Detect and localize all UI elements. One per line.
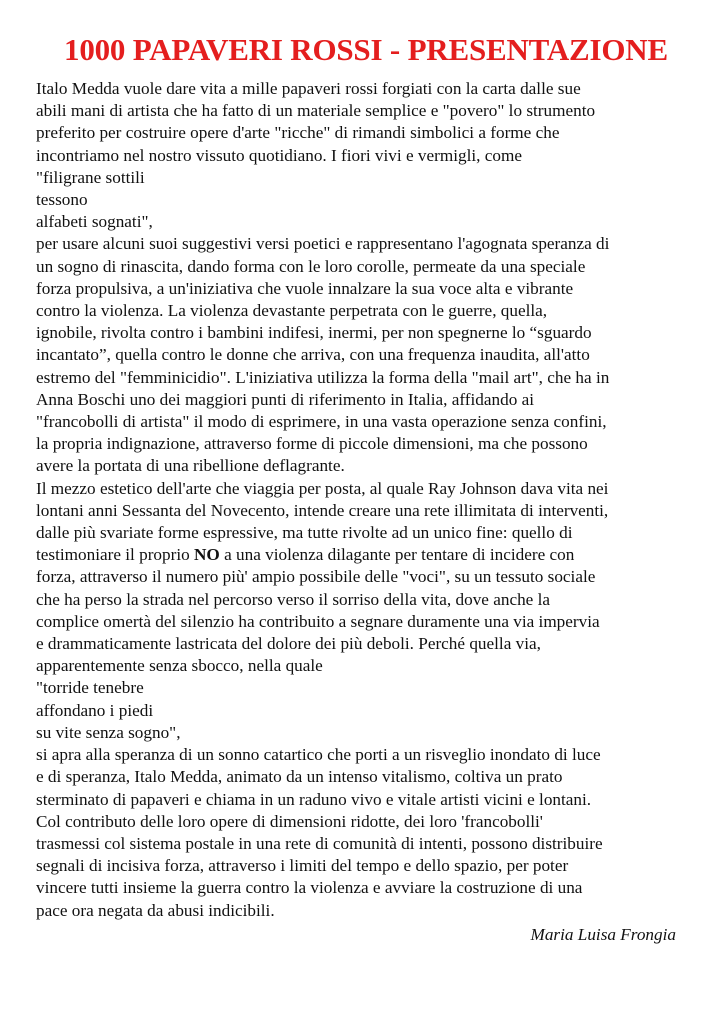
- bold-no: NO: [194, 545, 220, 565]
- text-line: pace ora negata da abusi indicibili.: [36, 900, 275, 920]
- text-line: Anna Boschi uno dei maggiori punti di riferimento in Italia, affidando ai: [36, 389, 535, 409]
- text-line: segnali di incisiva forza, attraverso i limiti del tempo e dello spazio, per poter: [36, 856, 569, 876]
- text-line: incantato”, quella contro le donne che arriva, con una frequenza inaudita, all'atto: [36, 345, 590, 365]
- text-line: vincere tutti insieme la guerra contro la violenza e avviare la costruzione di una: [36, 878, 583, 898]
- text-line: si apra alla speranza di un sonno catartico che porti a un risveglio inondato di luce: [36, 745, 601, 765]
- text-line: complice omertà del silenzio ha contribuito a segnare duramente una via impervia: [36, 611, 600, 631]
- author-signature: Maria Luisa Frongia: [530, 924, 676, 944]
- poem-line: "filigrane sottili: [36, 167, 145, 187]
- text-line: che ha perso la strada nel percorso verso il sorriso della vita, dove anche la: [36, 589, 550, 609]
- document-page: [36, 30, 696, 946]
- text-line: apparentemente senza sbocco, nella quale: [36, 656, 323, 676]
- text-segment: a una violenza dilagante per tentare di incidere con: [219, 545, 575, 565]
- document-body: [36, 78, 696, 922]
- text-line: e drammaticamente lastricata del dolore dei più deboli. Perché quella via,: [36, 634, 541, 654]
- poem-line: "torride tenebre: [36, 678, 144, 698]
- text-line: Italo Medda vuole dare vita a mille papaveri rossi forgiati con la carta dalle sue: [36, 79, 581, 98]
- text-line: ignobile, rivolta contro i bambini indifesi, inermi, per non spegnerne lo “sguardo: [36, 323, 592, 343]
- text-line: preferito per costruire opere d'arte "ricche" di rimandi simbolici a forme che: [36, 123, 560, 143]
- text-line: per usare alcuni suoi suggestivi versi poetici e rappresentano l'agognata speranza di: [36, 234, 610, 254]
- text-line: abili mani di artista che ha fatto di un materiale semplice e "povero" lo strumento: [36, 101, 596, 121]
- text-line: estremo del "femminicidio". L'iniziativa utilizza la forma della "mail art", che ha in: [36, 367, 610, 387]
- poem-line: alfabeti sognati",: [36, 212, 153, 232]
- text-line: e di speranza, Italo Medda, animato da un intenso vitalismo, coltiva un prato: [36, 767, 563, 787]
- text-line: sterminato di papaveri e chiama in un raduno vivo e vitale artisti vicini e lontani.: [36, 789, 592, 809]
- text-line-with-bold: [36, 544, 696, 566]
- text-line: forza propulsiva, a un'iniziativa che vuole innalzare la sua voce alta e vibrante: [36, 278, 574, 298]
- poem-line: su vite senza sogno",: [36, 722, 181, 742]
- poem-line: tessono: [36, 190, 88, 210]
- text-line: dalle più svariate forme espressive, ma tutte rivolte ad un unico fine: quello di: [36, 523, 573, 543]
- text-line: "francobolli di artista" il modo di esprimere, in una vasta operazione senza confini,: [36, 412, 607, 432]
- text-line: forza, attraverso il numero più' ampio possibile delle "voci", su un tessuto sociale: [36, 567, 596, 587]
- text-line: Col contributo delle loro opere di dimensioni ridotte, dei loro 'francobolli': [36, 811, 543, 831]
- poem-line: affondano i piedi: [36, 700, 154, 720]
- text-line: lontani anni Sessanta del Novecento, intende creare una rete illimitata di interventi,: [36, 500, 609, 520]
- text-segment: testimoniare il proprio: [36, 545, 194, 565]
- text-line: Il mezzo estetico dell'arte che viaggia per posta, al quale Ray Johnson dava vita nei: [36, 478, 609, 498]
- text-line: avere la portata di una ribellione deflagrante.: [36, 456, 345, 476]
- text-line: incontriamo nel nostro vissuto quotidiano. I fiori vivi e vermigli, come: [36, 145, 522, 165]
- text-line: contro la violenza. La violenza devastante perpetrata con le guerre, quella,: [36, 301, 548, 321]
- text-line: la propria indignazione, attraverso forme di piccole dimensioni, ma che possono: [36, 434, 588, 454]
- text-line: un sogno di rinascita, dando forma con le loro corolle, permeate da una speciale: [36, 256, 586, 276]
- text-line: trasmessi col sistema postale in una rete di comunità di intenti, possono distribuire: [36, 833, 603, 853]
- document-title: 1000 PAPAVERI ROSSI - PRESENTAZIONE: [64, 32, 668, 67]
